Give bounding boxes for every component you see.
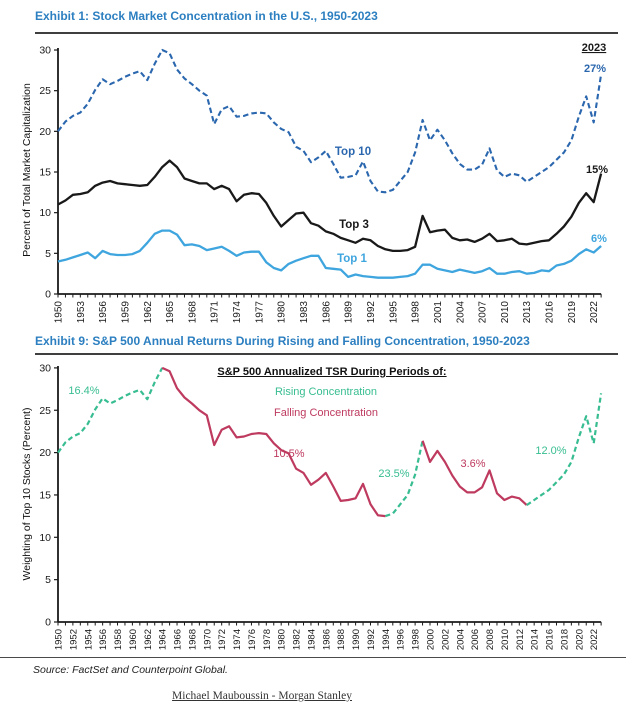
exhibit9-legend-falling-label: Falling Concentration — [274, 407, 378, 419]
x-tick-label: 1986 — [321, 629, 333, 651]
source-note: Source: FactSet and Counterpoint Global. — [33, 664, 228, 676]
x-tick-label: 1962 — [142, 629, 154, 651]
x-tick-label: 1966 — [172, 629, 184, 651]
x-tick-label: 2020 — [574, 629, 586, 651]
x-tick-label: 2019 — [566, 301, 578, 324]
x-tick-label: 1984 — [306, 629, 318, 651]
exhibit9-legend-rising-label: Rising Concentration — [274, 386, 378, 398]
x-tick-label: 2000 — [425, 629, 437, 651]
x-tick-label: 1971 — [209, 301, 221, 324]
x-tick-label: 2010 — [499, 301, 511, 324]
x-tick-label: 1992 — [365, 629, 377, 651]
x-tick-label: 1977 — [254, 301, 266, 324]
annotation-27pct: 27% — [583, 63, 607, 75]
x-tick-label: 1950 — [53, 629, 65, 651]
x-tick-label: 2006 — [470, 629, 482, 651]
y-tick-label: 10 — [39, 207, 51, 220]
x-tick-label: 1990 — [351, 629, 363, 651]
x-tick-label: 2016 — [544, 301, 556, 324]
x-tick-label: 2010 — [499, 629, 511, 651]
x-tick-label: 2022 — [589, 301, 601, 324]
exhibit9-legend-header: S&P 500 Annualized TSR During Periods of: — [217, 366, 447, 378]
rising-concentration-segment — [58, 368, 162, 453]
x-tick-label: 1995 — [388, 301, 400, 324]
exhibit9-y-axis-label: Weighting of Top 10 Stocks (Percent) — [21, 407, 33, 581]
exhibit1-chart — [39, 42, 608, 323]
x-tick-label: 2008 — [485, 629, 497, 651]
y-tick-label: 25 — [39, 404, 51, 417]
y-tick-label: 15 — [39, 166, 51, 179]
x-tick-label: 1983 — [299, 301, 311, 324]
x-tick-label: 1978 — [261, 629, 273, 651]
y-tick-label: 10 — [39, 531, 51, 544]
x-tick-label: 2022 — [589, 629, 601, 651]
y-tick-label: 5 — [45, 574, 51, 587]
x-tick-label: 1992 — [365, 301, 377, 324]
annotation-15pct: 15% — [585, 164, 609, 176]
x-tick-label: 1998 — [410, 629, 422, 651]
exhibit1-title: Exhibit 1: Stock Market Concentration in the U.S., 1950-2023 — [35, 9, 378, 23]
annotation-23.5pct: 23.5% — [378, 468, 410, 480]
x-tick-label: 1960 — [127, 629, 139, 651]
x-tick-label: 1980 — [276, 629, 288, 651]
y-tick-label: 25 — [39, 85, 51, 98]
footer-rule — [0, 657, 626, 658]
annotation-16.4pct: 16.4% — [68, 385, 100, 397]
x-tick-label: 1968 — [187, 301, 199, 324]
x-tick-label: 1959 — [120, 301, 132, 324]
attribution-link[interactable]: Michael Mauboussin - Morgan Stanley — [172, 690, 352, 702]
x-tick-label: 1980 — [276, 301, 288, 324]
annotation-top-10: Top 10 — [334, 146, 372, 158]
x-tick-label: 1952 — [68, 629, 80, 651]
x-tick-label: 1974 — [232, 629, 244, 651]
x-tick-label: 2001 — [432, 301, 444, 324]
x-tick-label: 2013 — [522, 301, 534, 324]
x-tick-label: 1974 — [232, 301, 244, 324]
y-tick-label: 30 — [39, 44, 51, 57]
x-tick-label: 1998 — [410, 301, 422, 324]
x-tick-label: 2002 — [440, 629, 452, 651]
annotation-3.6pct: 3.6% — [460, 458, 486, 470]
annotation-top-1: Top 1 — [337, 253, 367, 265]
annotation-10.5pct: 10.5% — [273, 448, 305, 460]
exhibit9-chart — [39, 362, 601, 650]
x-tick-label: 2018 — [559, 629, 571, 651]
x-tick-label: 2012 — [514, 629, 526, 651]
x-tick-label: 1958 — [113, 629, 125, 651]
x-tick-label: 1953 — [75, 301, 87, 324]
x-tick-label: 1954 — [83, 629, 95, 651]
exhibit1-y-axis-label: Percent of Total Market Capitalization — [21, 83, 33, 257]
x-tick-label: 1982 — [291, 629, 303, 651]
y-tick-label: 5 — [45, 247, 51, 260]
x-tick-label: 2004 — [455, 301, 467, 324]
x-tick-label: 1972 — [217, 629, 229, 651]
annotation-2023: 2023 — [581, 42, 607, 54]
x-tick-label: 2007 — [477, 301, 489, 324]
top-3-line — [58, 161, 601, 251]
x-tick-label: 1994 — [380, 629, 392, 651]
x-tick-label: 1988 — [336, 629, 348, 651]
y-tick-label: 0 — [45, 288, 51, 301]
y-tick-label: 0 — [45, 616, 51, 629]
x-tick-label: 1956 — [98, 629, 110, 651]
x-tick-label: 1956 — [98, 301, 110, 324]
y-tick-label: 20 — [39, 125, 51, 138]
x-tick-label: 1965 — [165, 301, 177, 324]
x-tick-label: 1996 — [395, 629, 407, 651]
x-tick-label: 2004 — [455, 629, 467, 651]
y-tick-label: 20 — [39, 447, 51, 460]
x-tick-label: 2016 — [544, 629, 556, 651]
x-tick-label: 2014 — [529, 629, 541, 651]
y-tick-label: 15 — [39, 489, 51, 502]
exhibit9-title-rule — [35, 353, 618, 355]
annotation-top-3: Top 3 — [339, 219, 369, 231]
top-10-line — [58, 50, 601, 192]
x-tick-label: 1986 — [321, 301, 333, 324]
x-tick-label: 1964 — [157, 629, 169, 651]
x-tick-label: 1962 — [142, 301, 154, 324]
annotation-6pct: 6% — [591, 233, 607, 245]
exhibit9-title: Exhibit 9: S&P 500 Annual Returns During Rising and Falling Concentration, 1950-2023 — [35, 334, 530, 348]
x-tick-label: 1989 — [343, 301, 355, 324]
falling-concentration-segment — [423, 441, 527, 505]
x-tick-label: 1970 — [202, 629, 214, 651]
x-tick-label: 1976 — [246, 629, 258, 651]
x-tick-label: 1950 — [53, 301, 65, 324]
y-tick-label: 30 — [39, 362, 51, 375]
top-1-line — [58, 231, 601, 278]
annotation-12.0pct: 12.0% — [535, 445, 567, 457]
x-tick-label: 1968 — [187, 629, 199, 651]
